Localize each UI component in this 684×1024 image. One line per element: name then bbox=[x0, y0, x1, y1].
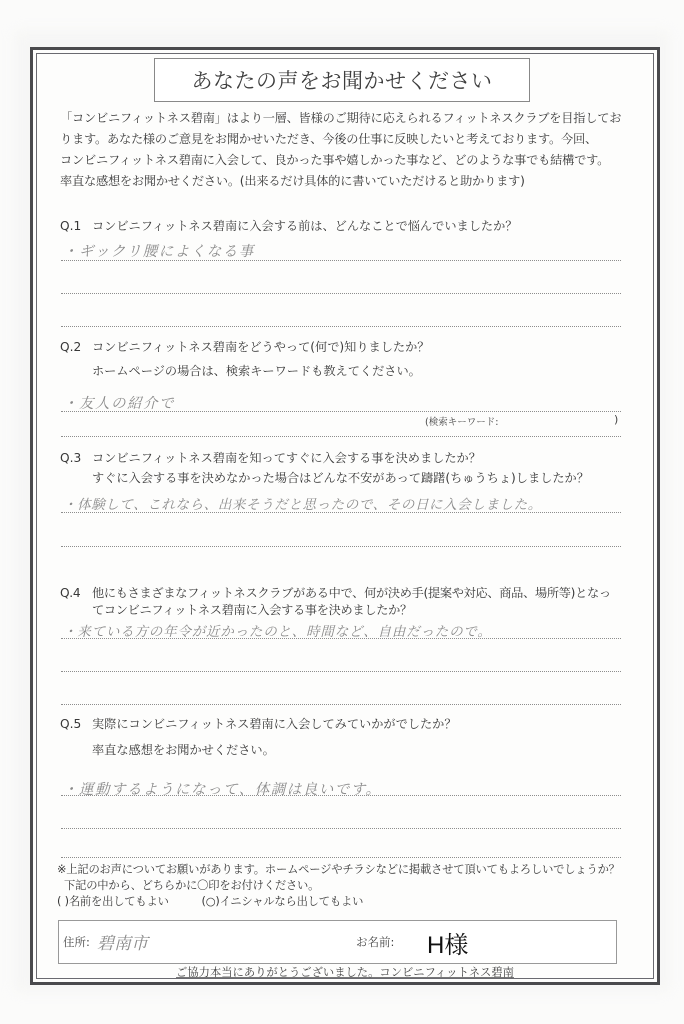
answer-3-handwritten: ・体験して、これなら、出来そうだと思ったので、その日に入会しました。 bbox=[63, 497, 542, 513]
intro-paragraph bbox=[60, 108, 640, 192]
search-keyword-label: (検索キーワード: bbox=[425, 417, 499, 428]
thanks-text: ご協力本当にありがとうございました。コンビニフィットネス碧南 bbox=[176, 966, 514, 979]
survey-form-frame bbox=[30, 47, 660, 985]
option-full-name-label: 名前を出してもよい bbox=[68, 895, 169, 908]
question-number: Q.2 bbox=[60, 340, 82, 354]
form-title bbox=[154, 58, 530, 102]
answer-line bbox=[61, 293, 621, 294]
consent-options bbox=[57, 894, 647, 910]
option-initials-mark[interactable]: (○) bbox=[201, 895, 220, 908]
name-label: お名前: bbox=[356, 935, 395, 949]
form-title-text: あなたの声をお聞かせください bbox=[191, 69, 493, 93]
intro-line: 「コンビニフィットネス碧南」はより一層、皆様のご期待に応えられるフィットネスクラブを目指してお bbox=[60, 111, 622, 125]
question-text: コンビニフィットネス碧南を知ってすぐに入会する事を決めましたか？ bbox=[92, 451, 481, 465]
answer-line bbox=[61, 411, 621, 412]
question-text: コンビニフィットネス碧南に入会する前は、どんなことで悩んでいましたか？ bbox=[92, 219, 518, 233]
question-text: 実際にコンビニフィットネス碧南に入会してみていかがでしたか？ bbox=[92, 717, 457, 731]
question-3 bbox=[60, 448, 640, 488]
answer-line bbox=[61, 857, 621, 858]
answer-2-handwritten: ・友人の紹介で bbox=[63, 396, 175, 412]
answer-line bbox=[61, 671, 621, 672]
search-keyword-close: ) bbox=[614, 413, 619, 426]
question-number: Q.3 bbox=[60, 451, 82, 465]
consent-question: ※上記のお声についてお願いがあります。ホームページやチラシなどに掲載させて頂いてもよろしいでしょうか？ bbox=[57, 863, 620, 876]
question-number: Q.1 bbox=[60, 219, 82, 233]
answer-5-handwritten: ・運動するようになって、体調は良いです。 bbox=[63, 782, 382, 798]
intro-line: 率直な感想をお聞かせください。(出来るだけ具体的に書いていただけると助かります) bbox=[60, 174, 525, 188]
question-number: Q.4 bbox=[60, 586, 81, 600]
name-value[interactable]: H様 bbox=[427, 932, 469, 959]
answer-4-handwritten: ・来ている方の年令が近かったのと、時間など、自由だったので。 bbox=[63, 624, 492, 640]
thanks-footer bbox=[33, 964, 657, 980]
answer-line bbox=[61, 260, 621, 261]
answer-1-handwritten: ・ギックリ腰によくなる事 bbox=[63, 244, 255, 260]
answer-line bbox=[61, 436, 621, 437]
intro-line: ります。あなた様のご意見をお聞かせいただき、今後の仕事に反映したいと考えております。今回、 bbox=[60, 132, 597, 146]
answer-line bbox=[61, 704, 621, 705]
answer-line bbox=[61, 326, 621, 327]
question-text: 他にもさまざまなフィットネスクラブがある中で、何が決め手(提案や対応、商品、場所等)となっ bbox=[92, 586, 611, 600]
question-text-line2: てコンビニフィットネス碧南に入会する事を決めましたか？ bbox=[92, 603, 412, 617]
question-text: コンビニフィットネス碧南をどうやって(何で)知りましたか？ bbox=[92, 340, 430, 354]
question-text-line2: 率直な感想をお聞かせください。 bbox=[92, 743, 275, 757]
question-text-line2: すぐに入会する事を決めなかった場合はどんな不安があって躊躇(ちゅうちょ)しましたか？ bbox=[92, 471, 589, 485]
answer-line bbox=[61, 546, 621, 547]
address-label: 住所: bbox=[63, 935, 90, 949]
question-1 bbox=[60, 216, 640, 236]
consent-instruction: 下記の中から、どちらかに〇印をお付けください。 bbox=[64, 879, 320, 892]
publication-consent bbox=[57, 862, 647, 910]
answer-line bbox=[61, 638, 621, 639]
option-initials-label: イニシャルなら出してもよい bbox=[219, 895, 364, 908]
intro-line: コンビニフィットネス碧南に入会して、良かった事や嬉しかった事など、どのような事でも結構です。 bbox=[60, 153, 610, 167]
address-value-handwritten[interactable]: 碧南市 bbox=[97, 934, 148, 954]
question-5 bbox=[60, 714, 640, 760]
answer-line bbox=[61, 795, 621, 796]
signature-box bbox=[58, 920, 617, 964]
question-4 bbox=[60, 583, 640, 617]
answer-line bbox=[61, 828, 621, 829]
option-full-name-mark[interactable]: ( ) bbox=[57, 895, 69, 908]
answer-line bbox=[61, 512, 621, 513]
question-number: Q.5 bbox=[60, 717, 82, 731]
question-2 bbox=[60, 337, 640, 381]
question-text-line2: ホームページの場合は、検索キーワードも教えてください。 bbox=[92, 364, 421, 378]
